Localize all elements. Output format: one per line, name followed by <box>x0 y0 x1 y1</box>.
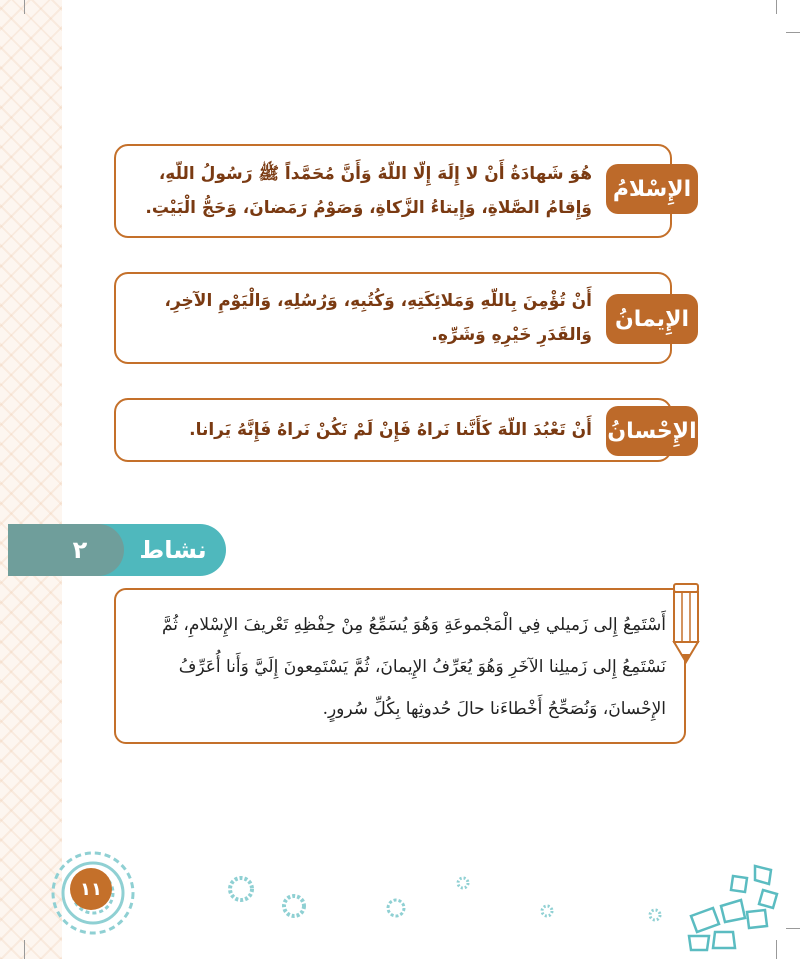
trim-mark <box>24 940 25 959</box>
definition-ihsan <box>114 398 698 462</box>
term-label: الإِحْسانُ <box>606 406 698 456</box>
definition-islam <box>114 144 698 238</box>
rosette-ornament <box>456 876 470 890</box>
definition-box <box>114 272 672 364</box>
pencil-icon <box>668 580 704 666</box>
page-number: ١١ <box>70 868 112 910</box>
decorative-border <box>0 0 62 959</box>
definition-box <box>114 144 672 238</box>
activity-box <box>114 588 686 744</box>
trim-mark <box>786 32 800 33</box>
activity-title: نشاط <box>139 536 207 564</box>
definition-text: أَنْ تَعْبُدَ اللّهَ كَأَنَّنا نَراهُ فَإِنْ لَمْ نَكُنْ نَراهُ فَإِنَّهُ يَرانا. <box>189 420 592 440</box>
rosette-ornament <box>228 876 254 902</box>
trim-mark <box>776 0 777 14</box>
definition-text: هُوَ شَهادَةُ أَنْ لا إِلَهَ إِلّا اللّهُ وَأَنَّ مُحَمَّداً ﷺ رَسُولُ اللّهِ، وَإِقامُ الصَّلاةِ، وَإِيتاءُ الزَّكاةِ، وَصَوْمُ رَمَضانَ، وَحَجُّ الْبَيْتِ. <box>145 164 592 218</box>
rosette-ornament <box>540 904 554 918</box>
definition-iman <box>114 272 698 364</box>
trim-mark <box>24 0 25 14</box>
term-label: الإِيمانُ <box>606 294 698 344</box>
activity-number: ٢ <box>72 536 88 564</box>
trim-mark <box>786 928 800 929</box>
rosette-ornament <box>282 894 306 918</box>
activity-text: أَسْتَمِعُ إِلى زَميلي فِي الْمَجْموعَةِ وَهُوَ يُسَمِّعُ مِنْ حِفْظِهِ تَعْريفَ الإِسْلامِ، ثُمَّ نَسْتَمِعُ إِلى زَميلِنا الآخَرِ وَهُوَ يُعَرِّفُ الإِيمانَ، ثُمَّ يَسْتَمِعونَ إِلَيَّ وَأَنا أُعَرِّفُ الإِحْسانَ، وَنُصَحِّحُ أَخْطاءَنا حالَ حُدوثِها بِكُلِّ سُرورٍ. <box>161 615 666 719</box>
geometric-corner-ornament <box>685 862 781 952</box>
rosette-ornament <box>648 908 662 922</box>
definition-text: أَنْ تُؤْمِنَ بِاللّهِ وَمَلائِكَتِهِ، وَكُتُبِهِ، وَرُسُلِهِ، وَالْيَوْمِ الآخِرِ، وَالقَدَرِ خَيْرِهِ وَشَرِّهِ. <box>164 291 592 345</box>
definition-box <box>114 398 672 462</box>
term-label: الإِسْلامُ <box>606 164 698 214</box>
rosette-ornament <box>386 898 406 918</box>
